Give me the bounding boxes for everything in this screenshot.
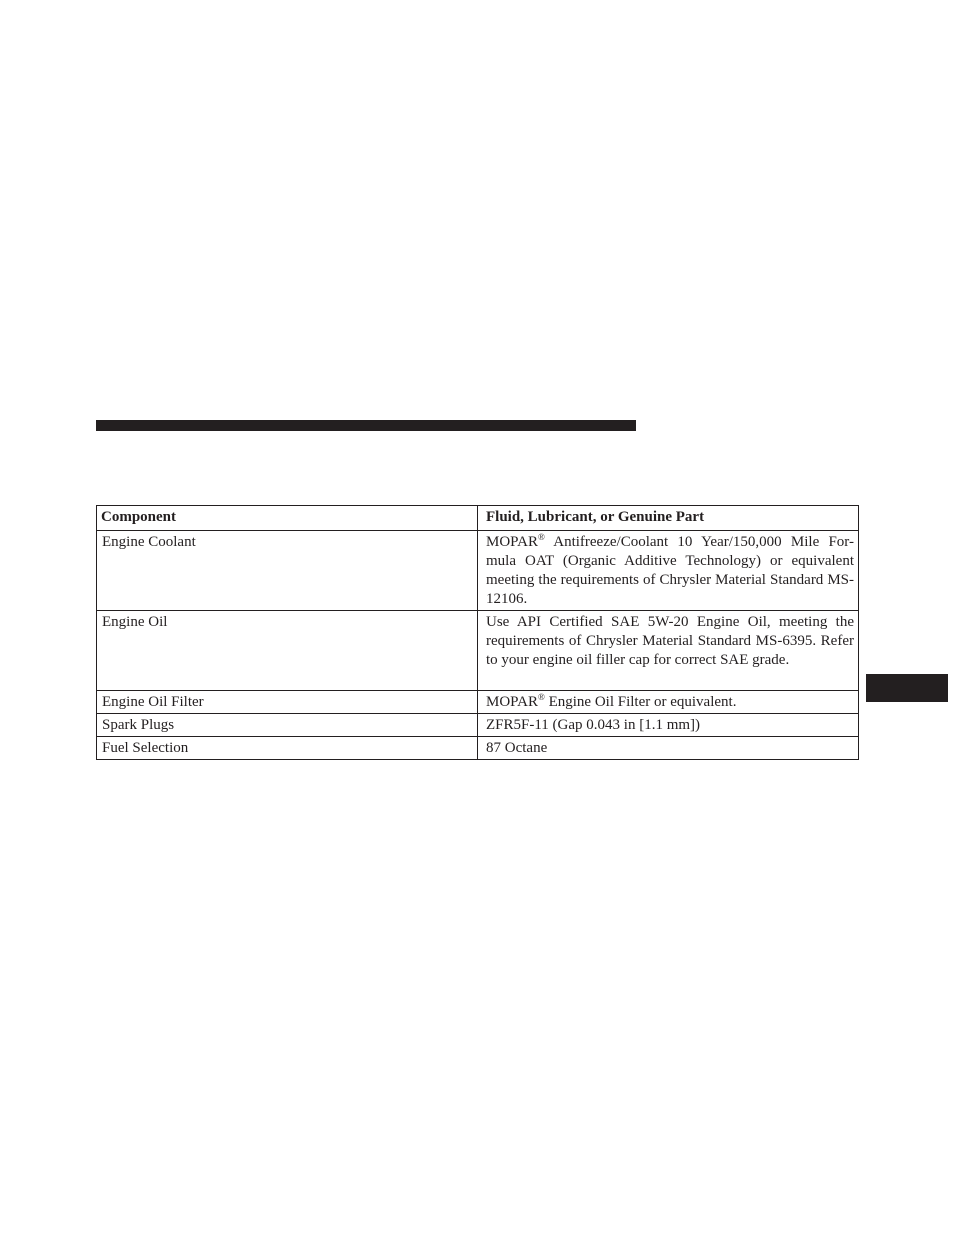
table-header-row	[97, 506, 859, 531]
registered-mark: ®	[537, 532, 545, 542]
table-row	[97, 691, 859, 714]
component-cell: Fuel Selection	[97, 737, 478, 760]
fluid-cell	[478, 691, 859, 714]
chapter-tab-marker	[866, 674, 948, 702]
component-cell: Engine Coolant	[97, 531, 478, 611]
column-header-component: Component	[97, 506, 478, 531]
fluid-cell: 87 Octane	[478, 737, 859, 760]
section-header-rule	[96, 420, 636, 431]
fluids-lubricants-table	[96, 505, 859, 760]
component-cell: Engine Oil	[97, 611, 478, 691]
component-cell: Spark Plugs	[97, 714, 478, 737]
brand-name: MOPAR	[486, 534, 538, 550]
table-row	[97, 737, 859, 760]
table-row	[97, 531, 859, 611]
fluid-cell: ZFR5F-11 (Gap 0.043 in [1.1 mm])	[478, 714, 859, 737]
brand-name: MOPAR	[486, 694, 538, 710]
table-row	[97, 714, 859, 737]
component-cell: Engine Oil Filter	[97, 691, 478, 714]
fluid-text: Engine Oil Filter or equivalent.	[544, 694, 737, 710]
table-row	[97, 611, 859, 691]
fluid-text: Antifreeze/Coolant 10 Year/150,000 Mile For-mula OAT (Organic Additive Technology) or equivalent meeting the requirements of Chrysler Material Standard MS-12106.	[486, 534, 854, 607]
column-header-fluid: Fluid, Lubricant, or Genuine Part	[478, 506, 859, 531]
fluid-cell	[478, 531, 859, 611]
registered-mark: ®	[537, 692, 545, 702]
fluid-cell: Use API Certified SAE 5W-20 Engine Oil, meeting the requirements of Chrysler Material Standard MS-6395. Refer to your engine oil filler cap for correct SAE grade.	[478, 611, 859, 691]
